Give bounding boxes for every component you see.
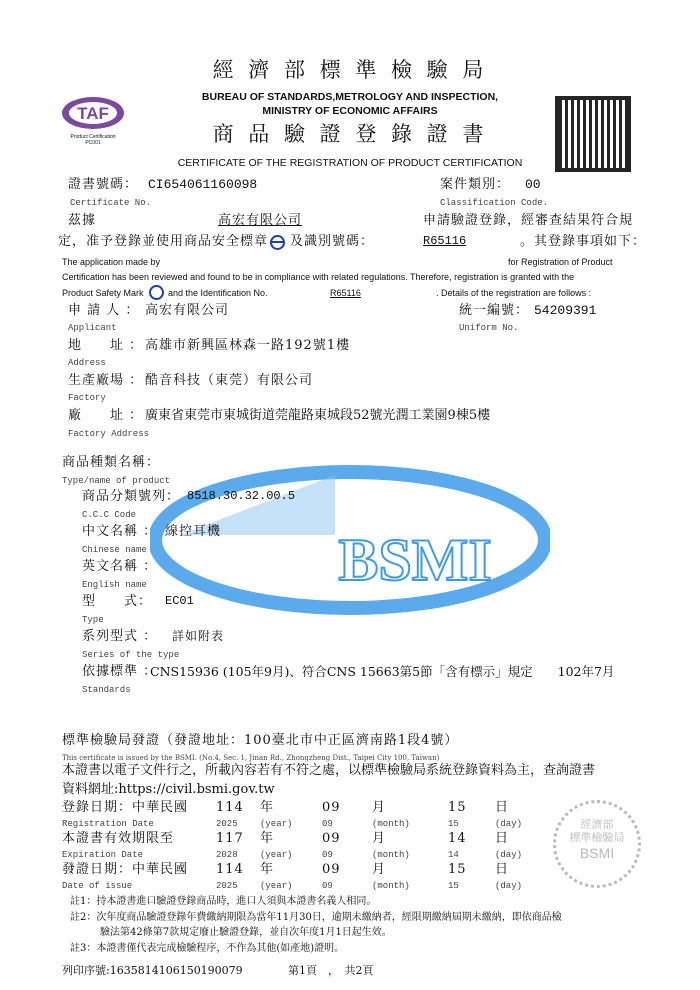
standards-value: CNS15936 (105年9月)、符合CNS 15663第5節「含有標示」規定 102年7月 [150,664,615,679]
address-value: 高雄市新興區林森一路192號1樓 [145,338,351,353]
issuer-zh: 標準檢驗局發證（發證地址：100臺北市中正區濟南路1段4號） [62,733,459,748]
svg-text:TAF: TAF [77,104,109,123]
date-2-y: 114 [216,862,244,877]
cert-no-value: CI654061160098 [148,177,258,192]
bsmi-watermark-text: BSMI [338,527,492,593]
date-2-m: 09 [322,862,341,877]
note-2-cont: 驗法第42條第7款規定廢止驗證登錄，並自次年度1月1日起生效。 [100,927,392,938]
date-1-yu: 年 [260,831,275,846]
safety-mark-icon [270,235,285,250]
class-label: 案件類別： [440,177,511,192]
date-1-en: Expiration Date [62,850,144,860]
date-0-edu: (day) [495,819,523,829]
stmt-id-no: R65116 [423,234,467,248]
date-2-em: 09 [322,881,333,891]
applicant-value: 高宏有限公司 [145,303,230,318]
factory-address-en: Factory Address [68,429,150,439]
date-1-mu: 月 [372,831,387,846]
note-2: 註2：次年度商品驗證登錄年費繳納期限為當年11月30日，逾期未繳納者，經限期繳納屆期未繳納，即依商品檢 [70,912,562,923]
date-1-y: 117 [216,831,244,846]
date-0-ed: 15 [448,819,459,829]
date-0-en: Registration Date [62,819,154,829]
date-1-edu: (day) [495,850,523,860]
stmt-en3a: Product Safety Mark [62,288,144,298]
stmt-zh1a: 茲據 [68,213,97,228]
agency-en-2: MINISTRY OF ECONOMIC AFFAIRS [262,105,438,117]
issuer-en: This certificate is issued by the BSMI. (No.4, Sec. 1, Jinan Rd., Zhongzheng Dist., Taipei City 100, Taiwan) [62,754,440,762]
address-en: Address [68,358,106,368]
cert-no-label: 證書號碼： [68,177,139,192]
title-zh: 商 品 驗 證 登 錄 證 書 [212,122,488,146]
date-1-m: 09 [322,831,341,846]
date-2-du: 日 [495,862,510,877]
class-value: 00 [525,177,541,192]
date-2-d: 15 [448,862,467,877]
stmt-company: 高宏有限公司 [218,213,303,228]
class-en: Classification Code. [440,198,549,208]
cert-no-en: Certificate No. [70,198,152,208]
note-3: 註3：本證書僅代表完成檢驗程序，不作為其他(如產地)證明。 [70,943,345,954]
date-1-emu: (month) [372,850,410,860]
seal-line-1: 經濟部 [580,819,614,831]
stmt-zh2b: 及識別號碼： [290,234,375,249]
en-name-label: 英文名稱 ： [82,559,158,574]
date-2-label: 發證日期：中華民國 [62,862,189,877]
product-type-en: Type/name of product [62,476,171,486]
series-value: 詳如附表 [172,629,225,643]
agency-en-1: BUREAU OF STANDARDS,METROLOGY AND INSPECTION, [201,91,499,103]
notice-line-1: 本證書以電子文件行之，所載內容若有不符之處，以標準檢驗局系統登錄資料為主，查詢證書 [62,763,596,778]
series-en: Series of the type [82,650,180,660]
date-0-label: 登錄日期：中華民國 [62,800,189,815]
stmt-en1a: The application made by [62,257,161,267]
seal-line-3: BSMI [579,845,615,862]
cn-name-label: 中文名稱 ： [82,524,158,539]
ccc-label: 商品分類號列： [82,489,181,504]
uniform-label: 統一編號： [459,303,530,318]
factory-value: 酷音科技（東莞）有限公司 [145,373,314,388]
date-1-label: 本證書有效期限至 [62,831,175,846]
date-0-m: 09 [322,800,341,815]
ccc-en: C.C.C Code [82,510,137,520]
date-0-mu: 月 [372,800,387,815]
notice-line-2: 資料網址:https://civil.bsmi.gov.tw [62,782,275,797]
factory-label: 生產廠場 ： [68,373,144,388]
date-2-ey: 2025 [216,881,238,891]
note-1: 註1：持本證書進口驗證登錄商品時，進口人須與本證書名義人相同。 [70,896,377,907]
date-2-ed: 15 [448,881,459,891]
taf-code: PC001 [85,140,101,147]
ccc-value: 8518.30.32.00.5 [187,489,296,503]
date-0-y: 114 [216,800,244,815]
standards-en: Standards [82,685,131,695]
print-serial: 列印序號:1635814106150190079 [62,964,243,977]
seal-line-2: 標準檢驗局 [569,832,625,845]
model-value: EC01 [165,594,194,608]
model-en: Type [82,615,104,625]
date-1-d: 14 [448,831,467,846]
stmt-en2: Certification has been reviewed and found to be in compliance with related regulations. Therefore, registration is granted with the [62,272,575,282]
applicant-en: Applicant [68,323,117,333]
product-type-label: 商品種類名稱： [62,455,161,470]
date-1-ey: 2028 [216,850,238,860]
date-0-eyu: (year) [260,819,293,829]
stmt-en3c: . Details of the registration are follows : [436,288,592,298]
agency-zh: 經 濟 部 標 準 檢 驗 局 [212,58,488,82]
stmt-zh1b: 申請驗證登錄，經審查結果符合規 [423,213,634,228]
date-0-emu: (month) [372,819,410,829]
date-0-du: 日 [495,800,510,815]
date-0-ey: 2025 [216,819,238,829]
bsmi-seal [553,800,641,888]
factory-en: Factory [68,393,106,403]
standards-label: 依據標準 ： [82,664,158,679]
bsmi-watermark-logo [150,465,550,615]
applicant-label: 申 請 人 ： [68,303,140,318]
date-2-mu: 月 [372,862,387,877]
factory-address-value: 廣東省東莞市東城街道莞龍路東城段52號光潤工業園9棟5樓 [145,408,491,423]
date-0-em: 09 [322,819,333,829]
taf-sub: Product Certification [70,134,116,141]
date-0-d: 15 [448,800,467,815]
address-label: 地 址 ： [68,338,144,353]
date-1-du: 日 [495,831,510,846]
cn-name-value: 線控耳機 [165,524,222,539]
date-1-eyu: (year) [260,850,293,860]
date-2-eyu: (year) [260,881,293,891]
safety-mark-icon [149,285,164,300]
date-1-ed: 14 [448,850,459,860]
factory-address-label: 廠 址 ： [68,408,144,423]
date-2-edu: (day) [495,881,523,891]
date-2-en: Date of issue [62,881,133,891]
uniform-en: Uniform No. [459,323,519,333]
uniform-value: 54209391 [534,303,597,318]
stmt-zh2a: 定，准予登錄並使用商品安全標章 [58,234,269,249]
date-2-emu: (month) [372,881,410,891]
series-label: 系列型式 ： [82,629,158,644]
model-label: 型 式： [82,594,153,609]
date-1-em: 09 [322,850,333,860]
stmt-id-no-en: R65116 [330,288,361,298]
stmt-zh2c: 。其登錄事項如下： [520,234,647,249]
en-name-en: English name [82,580,147,590]
cn-name-en: Chinese name [82,545,147,555]
date-0-yu: 年 [260,800,275,815]
stmt-en3b: and the Identification No. [168,288,268,298]
page-number: 第1頁 ， 共2頁 [288,964,374,977]
title-en: CERTIFICATE OF THE REGISTRATION OF PRODUCT CERTIFICATION [177,157,523,169]
stmt-en1b: for Registration of Product [508,257,613,267]
date-2-yu: 年 [260,862,275,877]
